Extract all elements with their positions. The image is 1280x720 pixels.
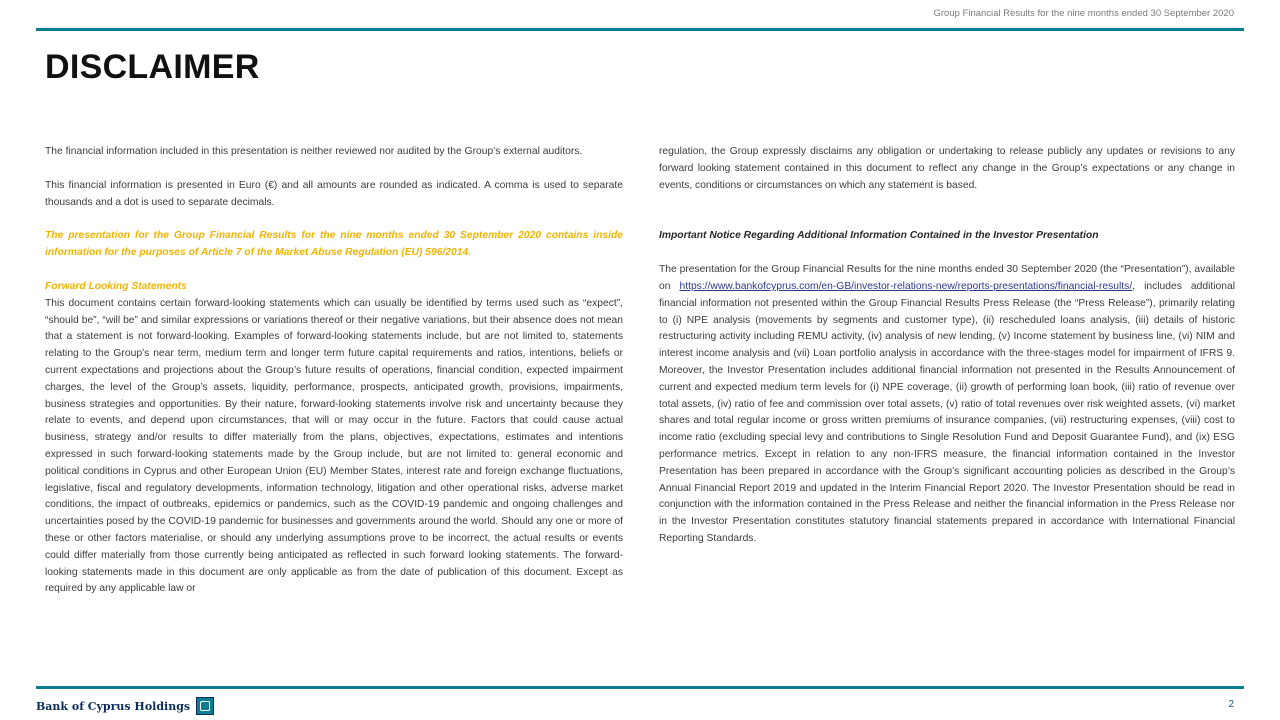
financial-results-link[interactable]: https://www.bankofcyprus.com/en-GB/investor-relations-new/reports-presentations/financial-results/ <box>679 280 1133 292</box>
footer-brand <box>36 697 214 715</box>
inside-information-paragraph: The presentation for the Group Financial Results for the nine months ended 30 September 2020 contains inside information for the purposes of Article 7 of the Market Abuse Regulation (EU) 596/2014. <box>45 230 623 259</box>
notice-text-end: , includes additional financial information not presented within the Group Financial Results Press Release (the “Press Release”), primarily relating to (i) NPE analysis (movements by segments and customer type), (ii) rescheduled loans analysis, (iii) details of historic restructuring activity including REMU activity, (iv) analysis of new lending, (v) Income statement by business line, (vi) NIM and interest income analysis and (vii) Loan portfolio analysis in accordance with the three-stages model for impairment of IFRS 9. Moreover, the Investor Presentation includes additional financial information not presented in the Results Announcement of current and expected medium term levels for (i) NPE coverage, (ii) growth of performing loan book, (iii) ratio of revenue over total assets, (iv) ratio of fee and commission over total assets, (v) ratio of total revenues over risk weighted assets, (vi) market shares and total regular income or gross written premiums of insurance companies, (vii) restructuring expenses, (viii) cost to income ratio (excluding special levy and contributions to Single Resolution Fund and Deposit Guarantee Fund), and (ix) ESG performance metrics. Except in relation to any non-IFRS measure, the financial information contained in the Investor Presentation has been prepared in accordance with the Group’s significant accounting policies as described in the Group’s Annual Financial Report 2019 and updated in the Interim Financial Report 2020. The Investor Presentation should be read in conjunction with the information contained in the Press Release and neither the financial information in the Press Release nor in the Investor Presentation constitutes statutory financial statements prepared in accordance with International Financial Reporting Standards. <box>659 280 1235 544</box>
right-column <box>659 144 1235 548</box>
important-notice-body <box>659 262 1235 548</box>
brand-name: Bank of Cyprus Holdings <box>36 699 191 713</box>
bottom-divider <box>36 686 1244 689</box>
top-divider <box>36 28 1244 31</box>
regulation-paragraph: regulation, the Group expressly disclaims any obligation or undertaking to release publicly any updates or revisions to any forward looking statement contained in this document to reflect any change in the Group’s expectations or any change in events, conditions or circumstances on which any statement is based. <box>659 146 1235 191</box>
header-note: Group Financial Results for the nine months ended 30 September 2020 <box>933 8 1234 19</box>
audit-paragraph: The financial information included in this presentation is neither reviewed nor audited by the Group’s external auditors. <box>45 146 583 157</box>
forward-looking-heading: Forward Looking Statements <box>45 280 187 292</box>
left-column <box>45 144 623 598</box>
bank-logo-icon <box>196 697 214 715</box>
page-number: 2 <box>1228 699 1234 710</box>
notice-text-start: The presentation for the Group Financial Results for the nine months ended 30 September 2020 (the “Presentation”), available on <box>659 264 1235 292</box>
page-title: DISCLAIMER <box>45 48 260 86</box>
forward-looking-body: This document contains certain forward-looking statements which can usually be identified by terms used such as “expect”, “should be”, “will be” and similar expressions or variations thereof or their negative variations, but their absence does not mean that a statement is not forward-looking. Examples of forward-looking statements include, but are not limited to, statements relating to the Group’s near term, medium term and longer term future capital requirements and ratios, intentions, beliefs or current expectations and projections about the Group’s future results of operations, financial condition, expected impairment charges, the level of the Group’s assets, liquidity, performance, prospects, anticipated growth, provisions, impairments, business strategies and opportunities. By their nature, forward-looking statements involve risk and uncertainty because they relate to events, and depend upon circumstances, that will or may occur in the future. Factors that could cause actual business, strategy and/or results to differ materially from the plans, objectives, expectations, estimates and intentions expressed in such forward-looking statements made by the Group include, but are not limited to: general economic and political conditions in Cyprus and other European Union (EU) Member States, interest rate and foreign exchange fluctuations, legislative, fiscal and regulatory developments, information technology, litigation and other operational risks, adverse market conditions, the impact of outbreaks, epidemics or pandemics, such as the COVID-19 pandemic and ongoing challenges and uncertainties posed by the COVID-19 pandemic for businesses and governments around the world. Should any one or more of these or other factors materialise, or should any underlying assumptions prove to be incorrect, the actual results or events could differ materially from those currently being anticipated as reflected in such forward looking statements. The forward-looking statements made in this document are only applicable as from the date of publication of this document. Except as required by any applicable law or <box>45 297 623 595</box>
currency-paragraph: This financial information is presented in Euro (€) and all amounts are rounded as indicated. A comma is used to separate thousands and a dot is used to separate decimals. <box>45 179 623 208</box>
important-notice-heading: Important Notice Regarding Additional Information Contained in the Investor Presentation <box>659 230 1099 242</box>
